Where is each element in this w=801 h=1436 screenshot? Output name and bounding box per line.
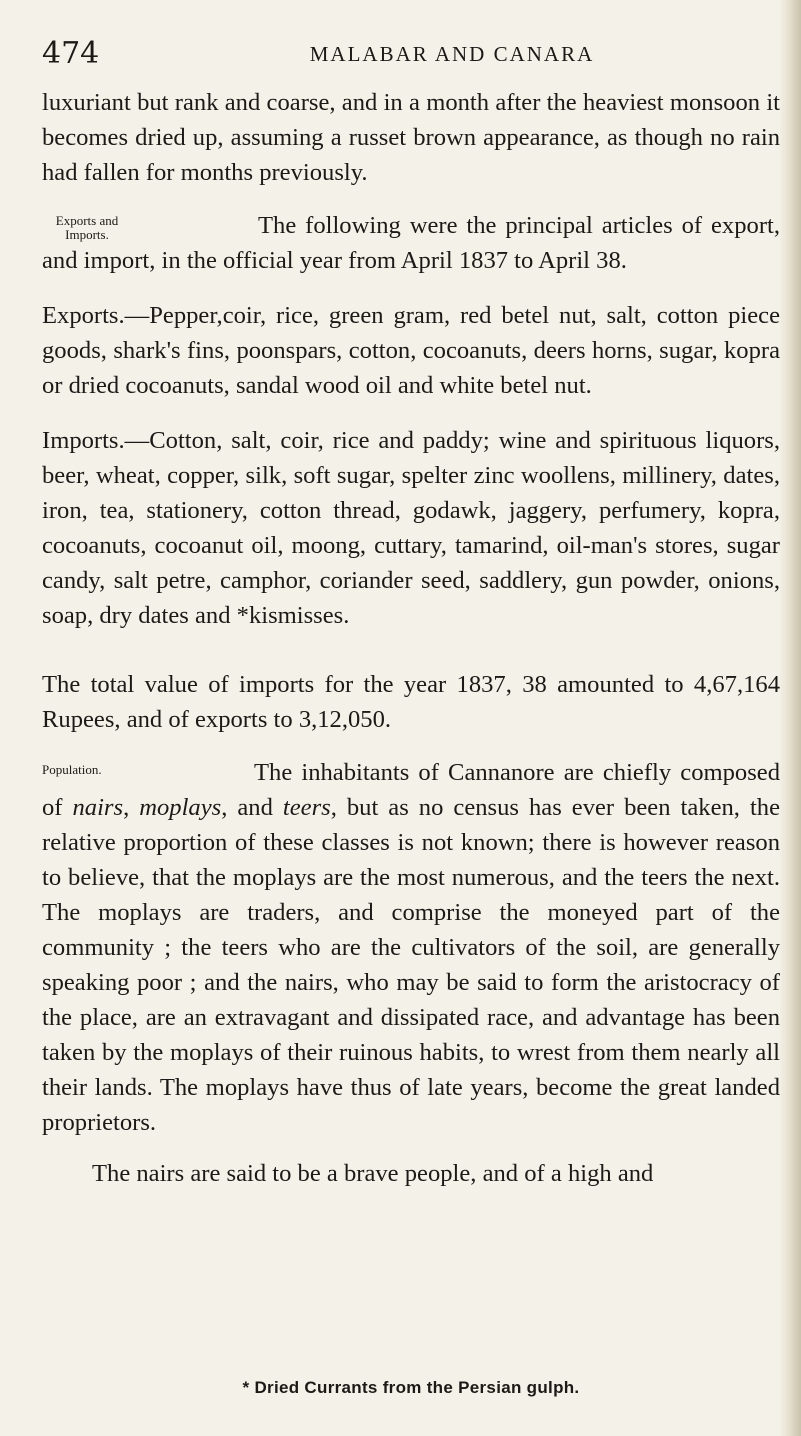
- exports-imports-block: [42, 208, 780, 278]
- term-teers: teers: [282, 794, 331, 821]
- population-rest: , but as no census has ever been taken, the relative proportion of these classes is not known; there is however reason to believe, that the moplays are the most numerous, and the teers the next. The moplays are traders, and comprise the moneyed part of the community ; the teers who are the cultivators of the soil, are generally speaking poor ; and the nairs, who may be said to form the aristocracy of the place, are an extravagant and dissipated race, and advantage has been taken by the moplays of their ruinous habits, to wrest from them nearly all their lands. The moplays have thus of late years, become the great landed proprietors.: [42, 794, 780, 1136]
- opening-paragraph: luxuriant but rank and coarse, and in a month after the heaviest monsoon it becomes dried up, assuming a russet brown appearance, as though no rain had fallen for months previously.: [42, 89, 780, 186]
- running-title: MALABAR AND CANARA: [309, 42, 595, 66]
- side-heading-population: Population.: [42, 762, 102, 777]
- population-sep2: , and: [221, 794, 283, 821]
- body-text: [42, 85, 780, 1191]
- population-paragraph: [42, 755, 780, 1140]
- term-nairs: nairs: [72, 794, 124, 821]
- side-heading-exports-imports: Exports and Imports.: [55, 213, 119, 242]
- exports-list: Exports.—Pepper,coir, rice, green gram, red betel nut, salt, cotton piece goods, shark's fins, poonspars, cotton, cocoanuts, deers horns, sugar, kopra or dried cocoanuts, sandal wood oil and white betel nut.: [42, 302, 780, 399]
- term-moplays: moplays: [139, 794, 222, 821]
- exports-imports-intro: The following were the principal articles of export, and import, in the official year from April 1837 to April 38.: [42, 212, 780, 274]
- page-number: 474: [42, 36, 100, 71]
- population-lead: The inhabitants of Cannanore are chiefly composed of: [42, 759, 780, 821]
- closing-paragraph: The nairs are said to be a brave people, and of a high and: [92, 1160, 654, 1187]
- totals-paragraph: The total value of imports for the year 1837, 38 amounted to 4,67,164 Rupees, and of exports to 3,12,050.: [42, 671, 780, 733]
- population-sep1: ,: [123, 794, 140, 821]
- page-header: [42, 36, 780, 76]
- footnote: * Dried Currants from the Persian gulph.: [242, 1378, 580, 1397]
- population-block: [42, 755, 780, 1140]
- imports-list: Imports.—Cotton, salt, coir, rice and paddy; wine and spirituous liquors, beer, wheat, copper, silk, soft sugar, spelter zinc woollens, millinery, dates, iron, tea, stationery, cotton thread, godawk, jaggery, perfumery, kopra, cocoanuts, cocoanut oil, moong, cuttary, tamarind, oil-man's stores, sugar candy, salt petre, camphor, coriander seed, saddlery, gun powder, onions, soap, dry dates and *kismisses.: [42, 427, 780, 629]
